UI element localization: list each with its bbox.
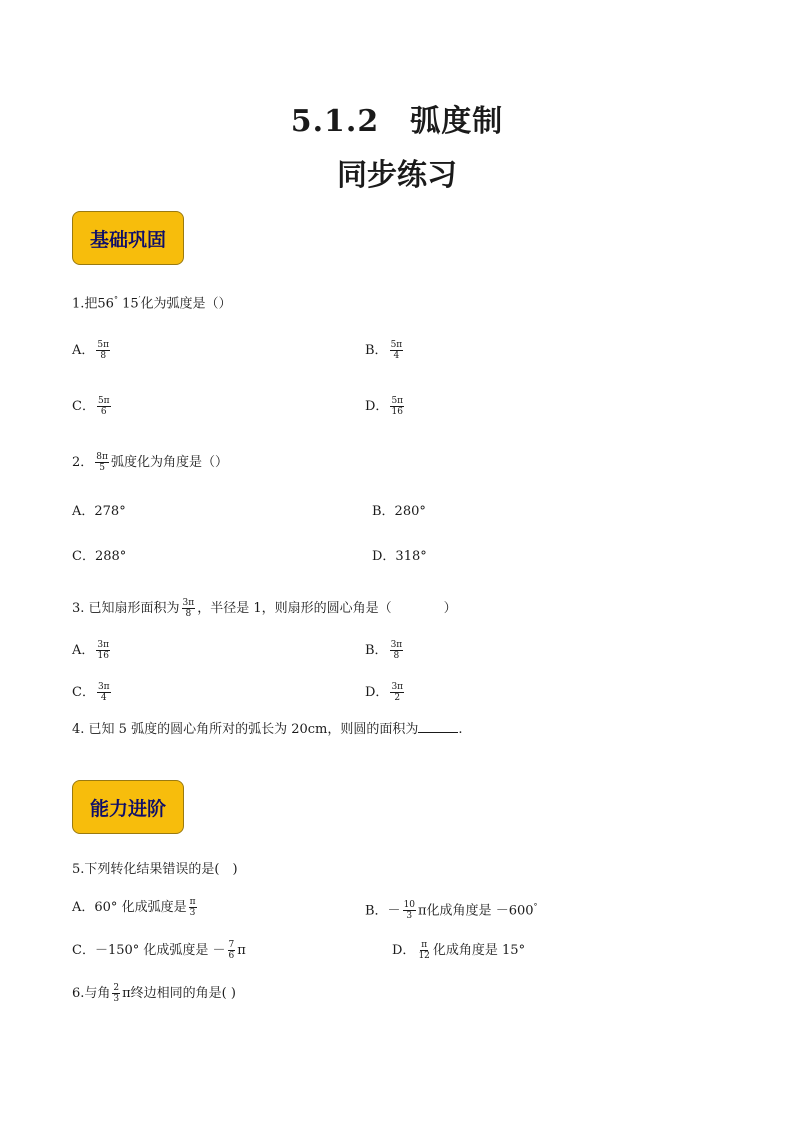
fraction: $\frac{3\pi}{8}$ <box>182 598 195 619</box>
q5-option-a: A．60° 化成弧度是 $\frac{\pi}{3}$ <box>72 897 196 918</box>
fraction: $\frac{\pi}{3}$ <box>189 897 196 918</box>
q2-option-a: A．278° <box>72 504 126 519</box>
fraction: $\frac{\pi}{12}$ <box>418 940 430 961</box>
q2-option-b: B．280° <box>372 504 426 519</box>
q1-option-c: C． $\frac{5\pi}{6}$ <box>72 396 110 417</box>
fraction: $\frac{5\pi}{8}$ <box>97 340 110 361</box>
page-title: 5.1.2 弧度制 <box>290 104 504 139</box>
fraction: $\frac{3\pi}{4}$ <box>97 682 110 703</box>
section-badge-advanced: 能力进阶 <box>72 780 184 834</box>
question-4-stem: 4. 已知 5 弧度的圆心角所对的弧长为 20cm，则圆的面积为 . <box>72 722 463 737</box>
fraction: $\frac{2}{3}$ <box>113 983 120 1004</box>
section-badge-basic: 基础巩固 <box>72 211 184 265</box>
question-6-stem: 6.与角 $\frac{2}{3}$ π终边相同的角是( ) <box>72 983 236 1004</box>
q3-option-b: B． $\frac{3\pi}{8}$ <box>365 640 403 661</box>
q1-option-b: B． $\frac{5\pi}{4}$ <box>365 340 403 361</box>
q1-option-a: A． $\frac{5\pi}{8}$ <box>72 340 110 361</box>
q3-option-d: D． $\frac{3\pi}{2}$ <box>365 682 404 703</box>
question-2-stem: 2． $\frac{8\pi}{5}$ 弧度化为角度是（） <box>72 452 228 473</box>
q1-option-d: D． $\frac{5\pi}{16}$ <box>365 396 404 417</box>
q5-option-b: B．－ $\frac{10}{3}$ π化成角度是 －600° <box>365 900 538 922</box>
fraction: $\frac{10}{3}$ <box>403 900 416 922</box>
fraction: $\frac{3\pi}{16}$ <box>97 640 110 661</box>
page-subtitle: 同步练习 <box>337 158 457 193</box>
fraction: $\frac{3\pi}{2}$ <box>391 682 404 703</box>
fraction: $\frac{3\pi}{8}$ <box>390 640 403 661</box>
q3-option-c: C． $\frac{3\pi}{4}$ <box>72 682 110 703</box>
fraction: $\frac{5\pi}{6}$ <box>97 396 110 417</box>
fraction: $\frac{5\pi}{16}$ <box>391 396 404 417</box>
answer-blank <box>418 720 458 733</box>
question-3-stem: 3. 已知扇形面积为 $\frac{3\pi}{8}$ ，半径是 1，则扇形的圆心角是（ ） <box>72 598 457 619</box>
q3-option-a: A． $\frac{3\pi}{16}$ <box>72 640 110 661</box>
q5-option-c: C．－150° 化成弧度是 － $\frac{7}{6}$ π <box>72 940 246 961</box>
fraction: $\frac{8\pi}{5}$ <box>96 452 108 473</box>
question-5-stem: 5.下列转化结果错误的是( ) <box>72 862 238 877</box>
q5-option-d: D． $\frac{\pi}{12}$ 化成角度是 15° <box>392 940 526 961</box>
fraction: $\frac{5\pi}{4}$ <box>390 340 403 361</box>
q2-option-c: C．288° <box>72 549 127 564</box>
question-1-stem: 1.把56° 15′化为弧度是（） <box>72 295 232 312</box>
fraction: $\frac{7}{6}$ <box>228 940 235 961</box>
q2-option-d: D．318° <box>372 549 427 564</box>
